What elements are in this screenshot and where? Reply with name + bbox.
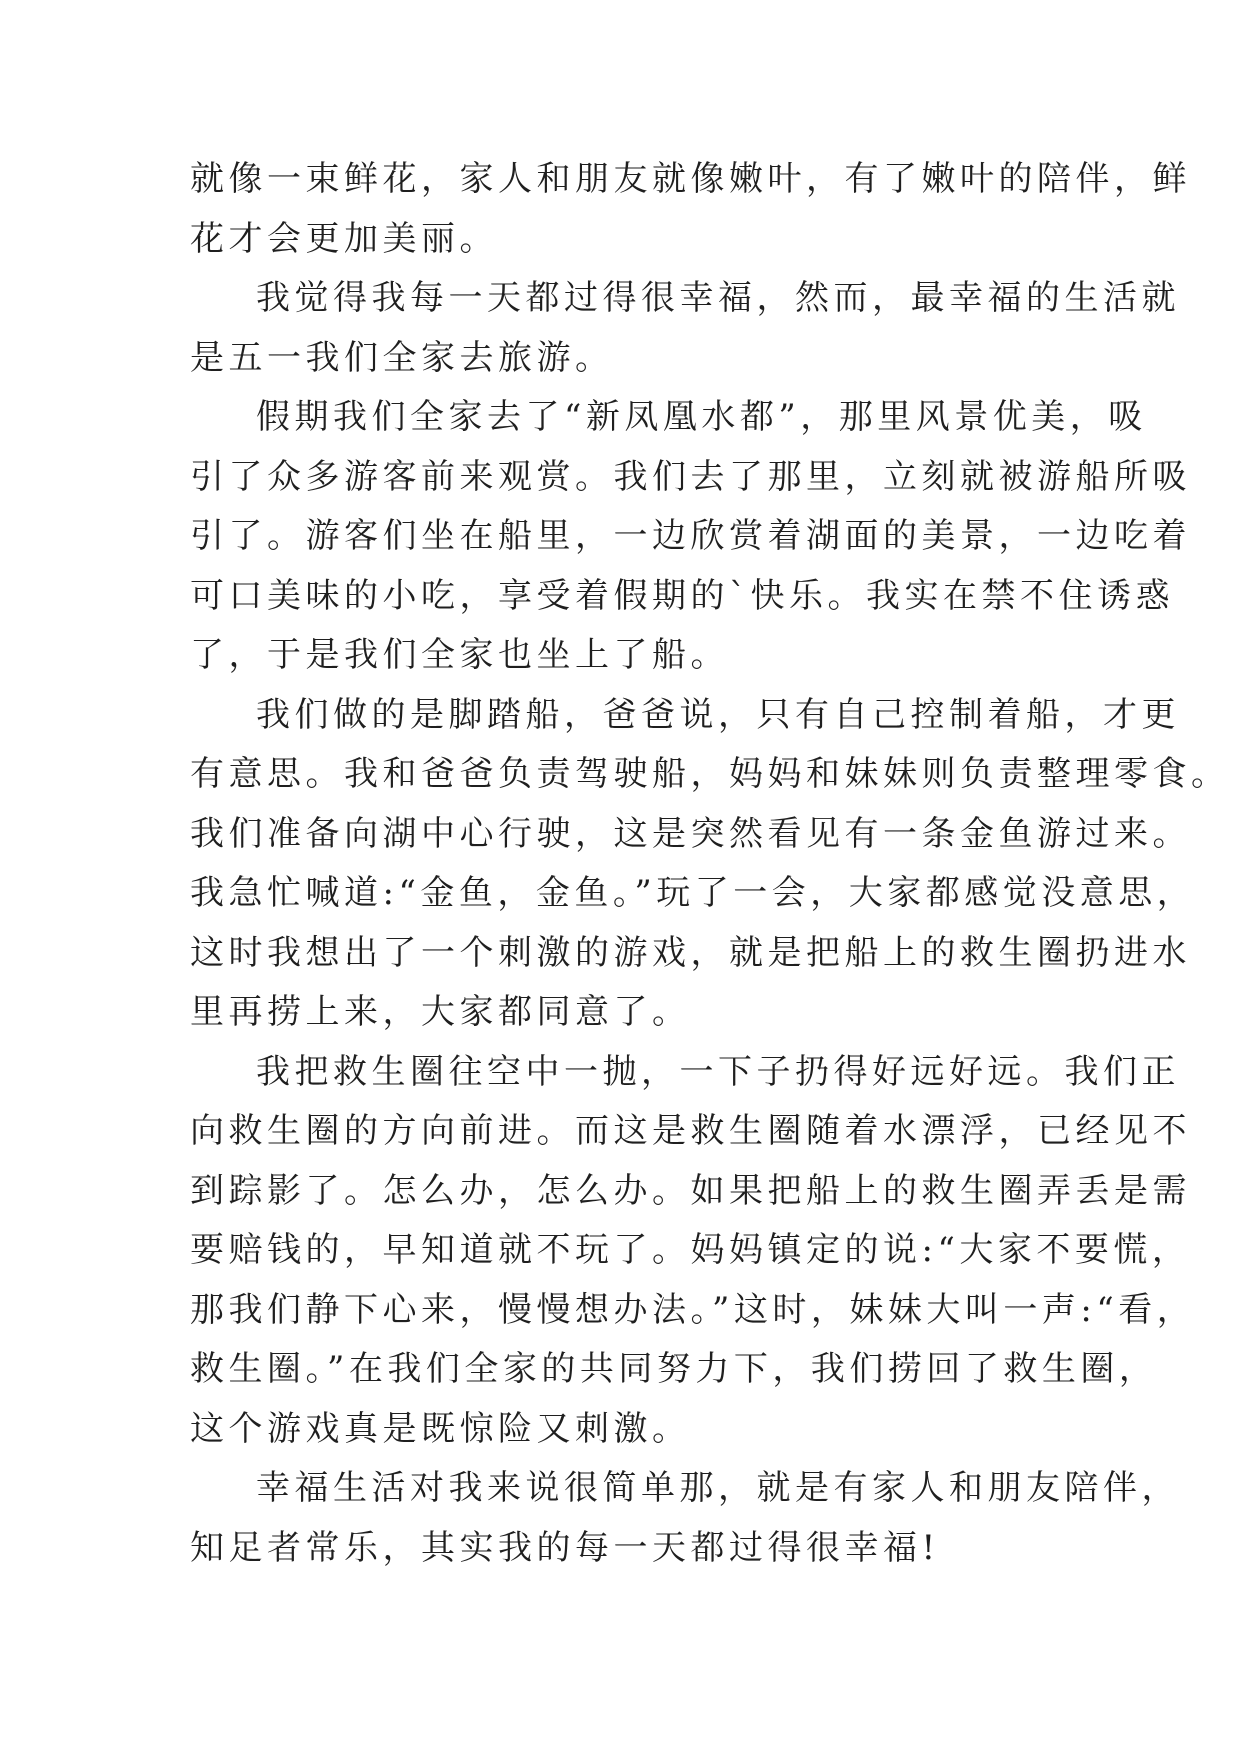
text-line: 要赔钱的，早知道就不玩了。妈妈镇定的说:“大家不要慌， bbox=[190, 1230, 1191, 1270]
text-line: 知足者常乐，其实我的每一天都过得很幸福! bbox=[190, 1527, 940, 1568]
text-line: 救生圈。”在我们全家的共同努力下，我们捞回了救生圈， bbox=[190, 1349, 1158, 1389]
text-line: 那我们静下心来，慢慢想办法。”这时，妹妹大叫一声:“看， bbox=[190, 1289, 1196, 1330]
text-line: 假期我们全家去了“新凤凰水都”，那里风景优美，吸 bbox=[256, 397, 1147, 437]
text-line: 我把救生圈往空中一抛，一下子扔得好远好远。我们正 bbox=[256, 1051, 1180, 1092]
text-line: 我急忙喊道:“金鱼，金鱼。”玩了一会，大家都感觉没意思， bbox=[190, 873, 1196, 913]
text-line: 花才会更加美丽。 bbox=[190, 218, 498, 259]
text-line: 就像一束鲜花，家人和朋友就像嫩叶，有了嫩叶的陪伴，鲜 bbox=[190, 159, 1191, 199]
text-line: 幸福生活对我来说很简单那，就是有家人和朋友陪伴， bbox=[256, 1468, 1180, 1508]
text-line: 向救生圈的方向前进。而这是救生圈随着水漂浮，已经见不 bbox=[190, 1111, 1191, 1151]
essay-body bbox=[190, 150, 1230, 1578]
text-line: 引了。游客们坐在船里，一边欣赏着湖面的美景，一边吃着 bbox=[190, 516, 1191, 556]
text-line: 这时我想出了一个刺激的游戏，就是把船上的救生圈扔进水 bbox=[190, 932, 1191, 973]
text-line: 我们做的是脚踏船，爸爸说，只有自己控制着船，才更 bbox=[256, 694, 1180, 735]
text-line: 我觉得我每一天都过得很幸福，然而，最幸福的生活就 bbox=[256, 278, 1180, 318]
text-line: 这个游戏真是既惊险又刺激。 bbox=[190, 1408, 691, 1449]
text-line: 里再捞上来，大家都同意了。 bbox=[190, 992, 691, 1032]
text-line: 引了众多游客前来观赏。我们去了那里，立刻就被游船所吸 bbox=[190, 456, 1191, 497]
text-line: 到踪影了。怎么办，怎么办。如果把船上的救生圈弄丢是需 bbox=[190, 1170, 1191, 1211]
text-line: 有意思。我和爸爸负责驾驶船，妈妈和妹妹则负责整理零食。 bbox=[190, 754, 1230, 794]
text-line: 我们准备向湖中心行驶，这是突然看见有一条金鱼游过来。 bbox=[190, 813, 1191, 854]
text-line: 了，于是我们全家也坐上了船。 bbox=[190, 635, 729, 675]
text-line: 可口美味的小吃，享受着假期的`快乐。我实在禁不住诱惑 bbox=[190, 575, 1174, 616]
text-line: 是五一我们全家去旅游。 bbox=[190, 337, 614, 378]
